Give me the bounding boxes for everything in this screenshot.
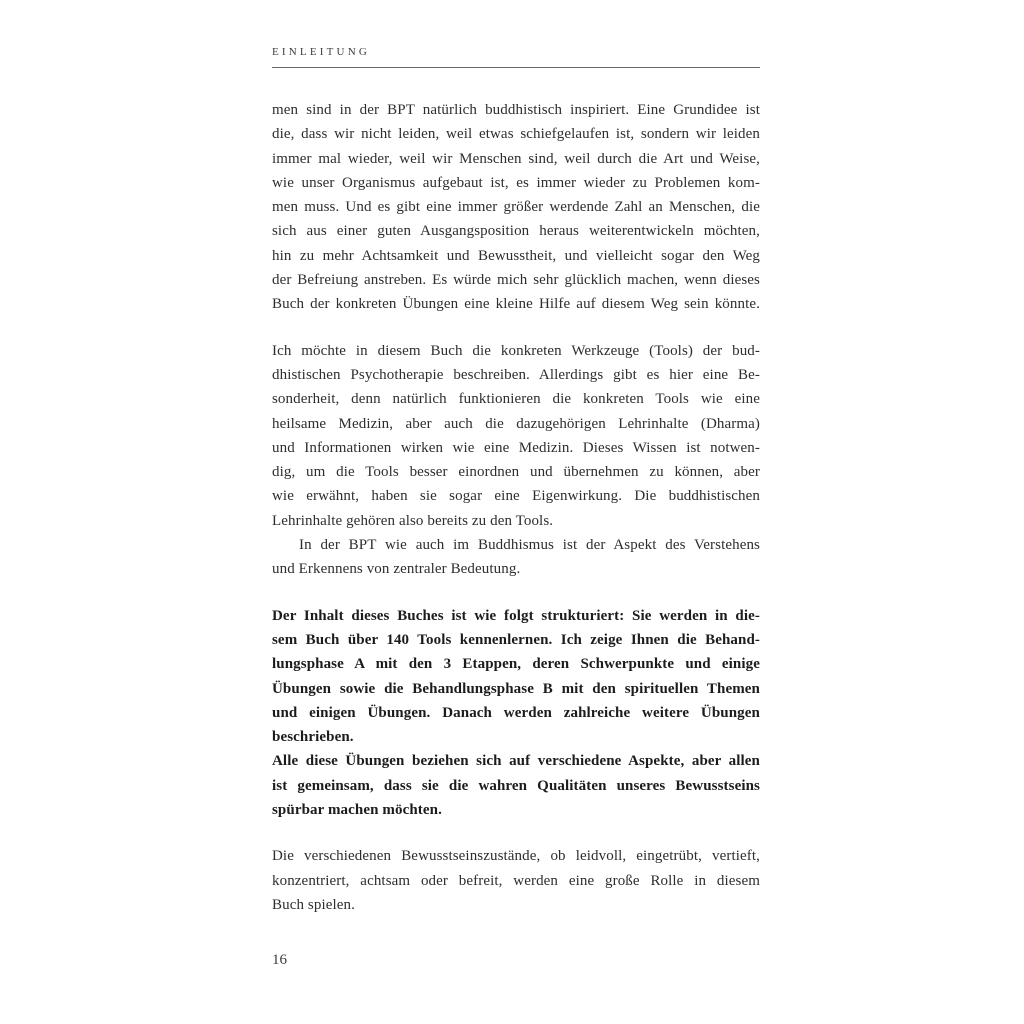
text-line: und einigen Übungen. Danach werden zahlreiche weitere Übungen xyxy=(272,704,760,721)
text-line: heilsame Medizin, aber auch die dazugehörigen Lehrinhalte (Dharma) xyxy=(272,415,760,432)
text-line: und Erkennens von zentraler Bedeutung. xyxy=(272,561,521,578)
text-line: men sind in der BPT natürlich buddhistisch inspiriert. Eine Grundidee ist xyxy=(272,102,760,118)
paragraph xyxy=(272,604,760,823)
text-line: Buch spielen. xyxy=(272,896,355,913)
text-line: konzentriert, achtsam oder befreit, werden eine große Rolle in diesem xyxy=(272,872,760,889)
running-head: EINLEITUNG xyxy=(272,46,370,58)
text-line: sem Buch über 140 Tools kennenlernen. Ich zeige Ihnen die Behand- xyxy=(272,631,760,648)
text-line: die, dass wir nicht leiden, weil etwas schiefgelaufen ist, sondern wir leiden xyxy=(272,126,760,143)
paragraph xyxy=(272,339,760,582)
text-line: dig, um die Tools besser einordnen und übernehmen zu können, aber xyxy=(272,464,760,481)
text-line: der Befreiung anstreben. Es würde mich sehr glücklich machen, wenn dieses xyxy=(272,272,760,289)
paragraph xyxy=(272,98,760,317)
text-line: wie erwähnt, haben sie sogar eine Eigenwirkung. Die buddhistischen xyxy=(272,488,760,505)
text-line: hin zu mehr Achtsamkeit und Bewusstheit, und vielleicht sogar den Weg xyxy=(272,247,760,264)
paragraph xyxy=(272,844,760,917)
text-body xyxy=(272,98,760,917)
text-column xyxy=(272,0,760,917)
text-line: sonderheit, denn natürlich funktionieren die konkreten Tools wie eine xyxy=(272,391,760,408)
text-line: beschrieben. xyxy=(272,729,354,746)
text-line: men muss. Und es gibt eine immer größer werdende Zahl an Menschen, die xyxy=(272,199,760,216)
text-line: lungsphase A mit den 3 Etappen, deren Schwerpunkte und einige xyxy=(272,656,760,673)
header-rule xyxy=(272,67,760,68)
text-line: und Informationen wirken wie eine Medizin. Dieses Wissen ist notwen- xyxy=(272,439,760,456)
text-line: immer mal wieder, weil wir Menschen sind, weil durch die Art und Weise, xyxy=(272,150,760,167)
text-line: spürbar machen möchten. xyxy=(272,802,442,819)
text-line: Der Inhalt dieses Buches ist wie folgt strukturiert: Sie werden in die- xyxy=(272,607,760,624)
text-line: Lehrinhalte gehören also bereits zu den Tools. xyxy=(272,512,554,529)
text-line: Buch der konkreten Übungen eine kleine Hilfe auf diesem Weg sein könnte. xyxy=(272,296,760,313)
text-line: wie unser Organismus aufgebaut ist, es immer wieder zu Problemen kom- xyxy=(272,174,760,191)
text-line: Übungen sowie die Behandlungsphase B mit den spirituellen Themen xyxy=(272,680,760,697)
text-line: ist gemeinsam, dass sie die wahren Qualitäten unseres Bewusstseins xyxy=(272,777,760,794)
text-line: sich aus einer guten Ausgangsposition heraus weiterentwickeln möchten, xyxy=(272,223,760,240)
page-number: 16 xyxy=(272,952,287,968)
text-line: Alle diese Übungen beziehen sich auf verschiedene Aspekte, aber allen xyxy=(272,753,760,770)
text-line: dhistischen Psychotherapie beschreiben. Allerdings gibt es hier eine Be- xyxy=(272,366,760,383)
text-line: Ich möchte in diesem Buch die konkreten Werkzeuge (Tools) der bud- xyxy=(272,342,760,359)
text-line: Die verschiedenen Bewusstseinszustände, ob leidvoll, eingetrübt, vertieft, xyxy=(272,848,760,865)
text-line: In der BPT wie auch im Buddhismus ist der Aspekt des Verstehens xyxy=(299,537,760,554)
